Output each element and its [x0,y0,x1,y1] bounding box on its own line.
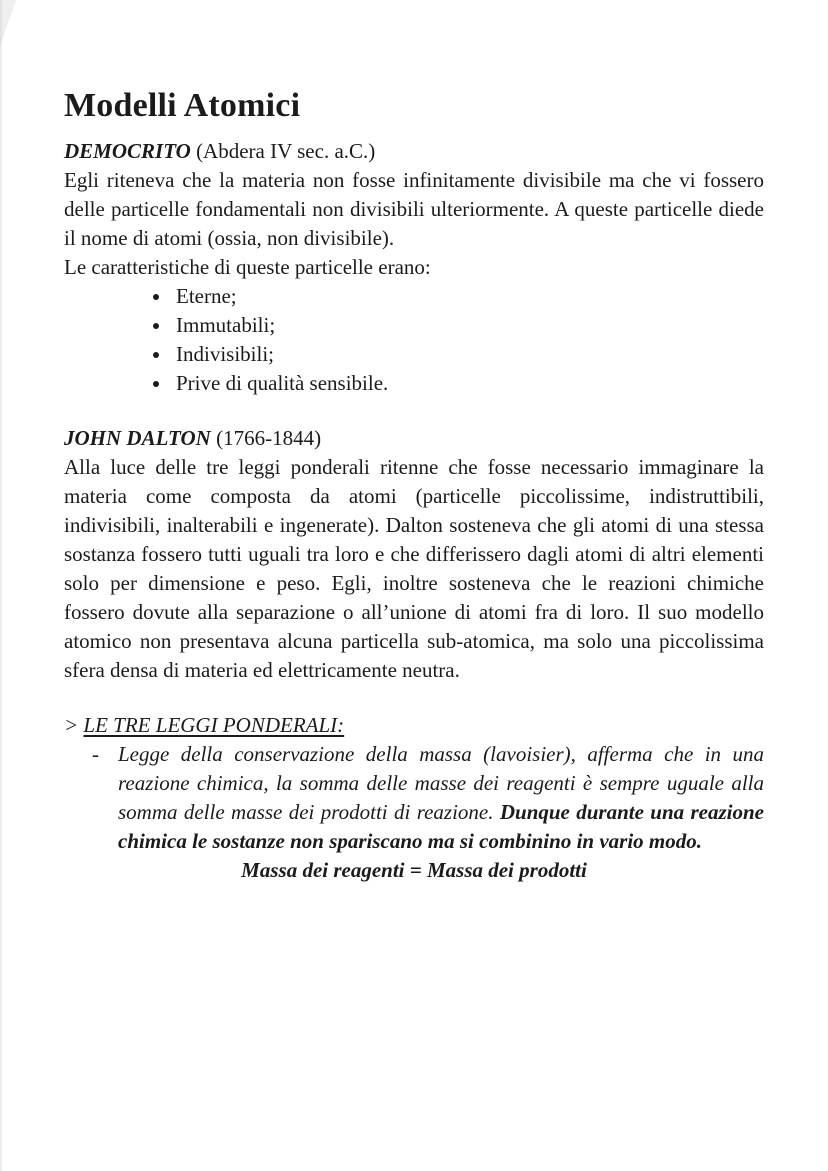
list-item: • Prive di qualità sensibile. [172,369,764,398]
characteristics-intro: Le caratteristiche di queste particelle erano: [64,255,431,280]
dalton-paragraph: Alla luce delle tre leggi ponderali ritenne che fosse necessario immaginare la materia come composta da atomi (particelle piccolissime, indistruttibili, indivisibili, inalterabili e ingenerate). Dalton sosteneva che gli atomi di una stessa sostanza fossero tutti uguali tra loro e che differissero dagli atomi di altri elementi solo per dimensione e peso. Egli, inoltre sosteneva che le reazioni chimiche fossero dovute alla separazione o all’unione di atomi fra di loro. Il suo modello atomico non presentava alcuna particella sub-atomica, ma solo una piccolissima sfera densa di materia ed elettricamente neutra. [64,455,764,683]
list-item: • Eterne; [172,282,764,311]
leggi-heading: LE TRE LEGGI PONDERALI: [83,713,345,738]
list-item: • Indivisibili; [172,340,764,369]
dalton-dates: (1766-1844) [210,426,322,451]
legge-bold-run: Dunque durante una reazione chimica le sostanze non spariscano ma si combinino in vario modo. [118,800,764,854]
legge-italic-run: Legge della conservazione della massa (lavoisier), afferma che in una reazione chimica, la somma delle masse dei reagenti è sempre uguale alla somma delle masse dei prodotti di reazione. [118,742,764,825]
page-title: Modelli Atomici [64,87,301,124]
leggi-heading-line [64,711,764,740]
dalton-heading [64,424,764,453]
list-item: • Immutabili; [172,311,764,340]
legge-conservazione-text [118,740,764,856]
leggi-marker: > [64,713,79,738]
dalton-name: JOHN DALTON [64,426,211,451]
democrito-heading [64,137,764,166]
dash-marker: - [92,742,99,767]
leggi-list-item [64,740,764,856]
democrito-dates: (Abdera IV sec. a.C.) [190,139,376,164]
mass-formula: Massa dei reagenti = Massa dei prodotti [241,858,587,883]
democrito-paragraph: Egli riteneva che la materia non fosse infinitamente divisibile ma che vi fossero delle particelle fondamentali non divisibili ulteriormente. A queste particelle diede il nome di atomi (ossia, non divisibile). [64,168,764,251]
characteristics-list [64,282,764,398]
democrito-name: DEMOCRITO [64,139,191,164]
